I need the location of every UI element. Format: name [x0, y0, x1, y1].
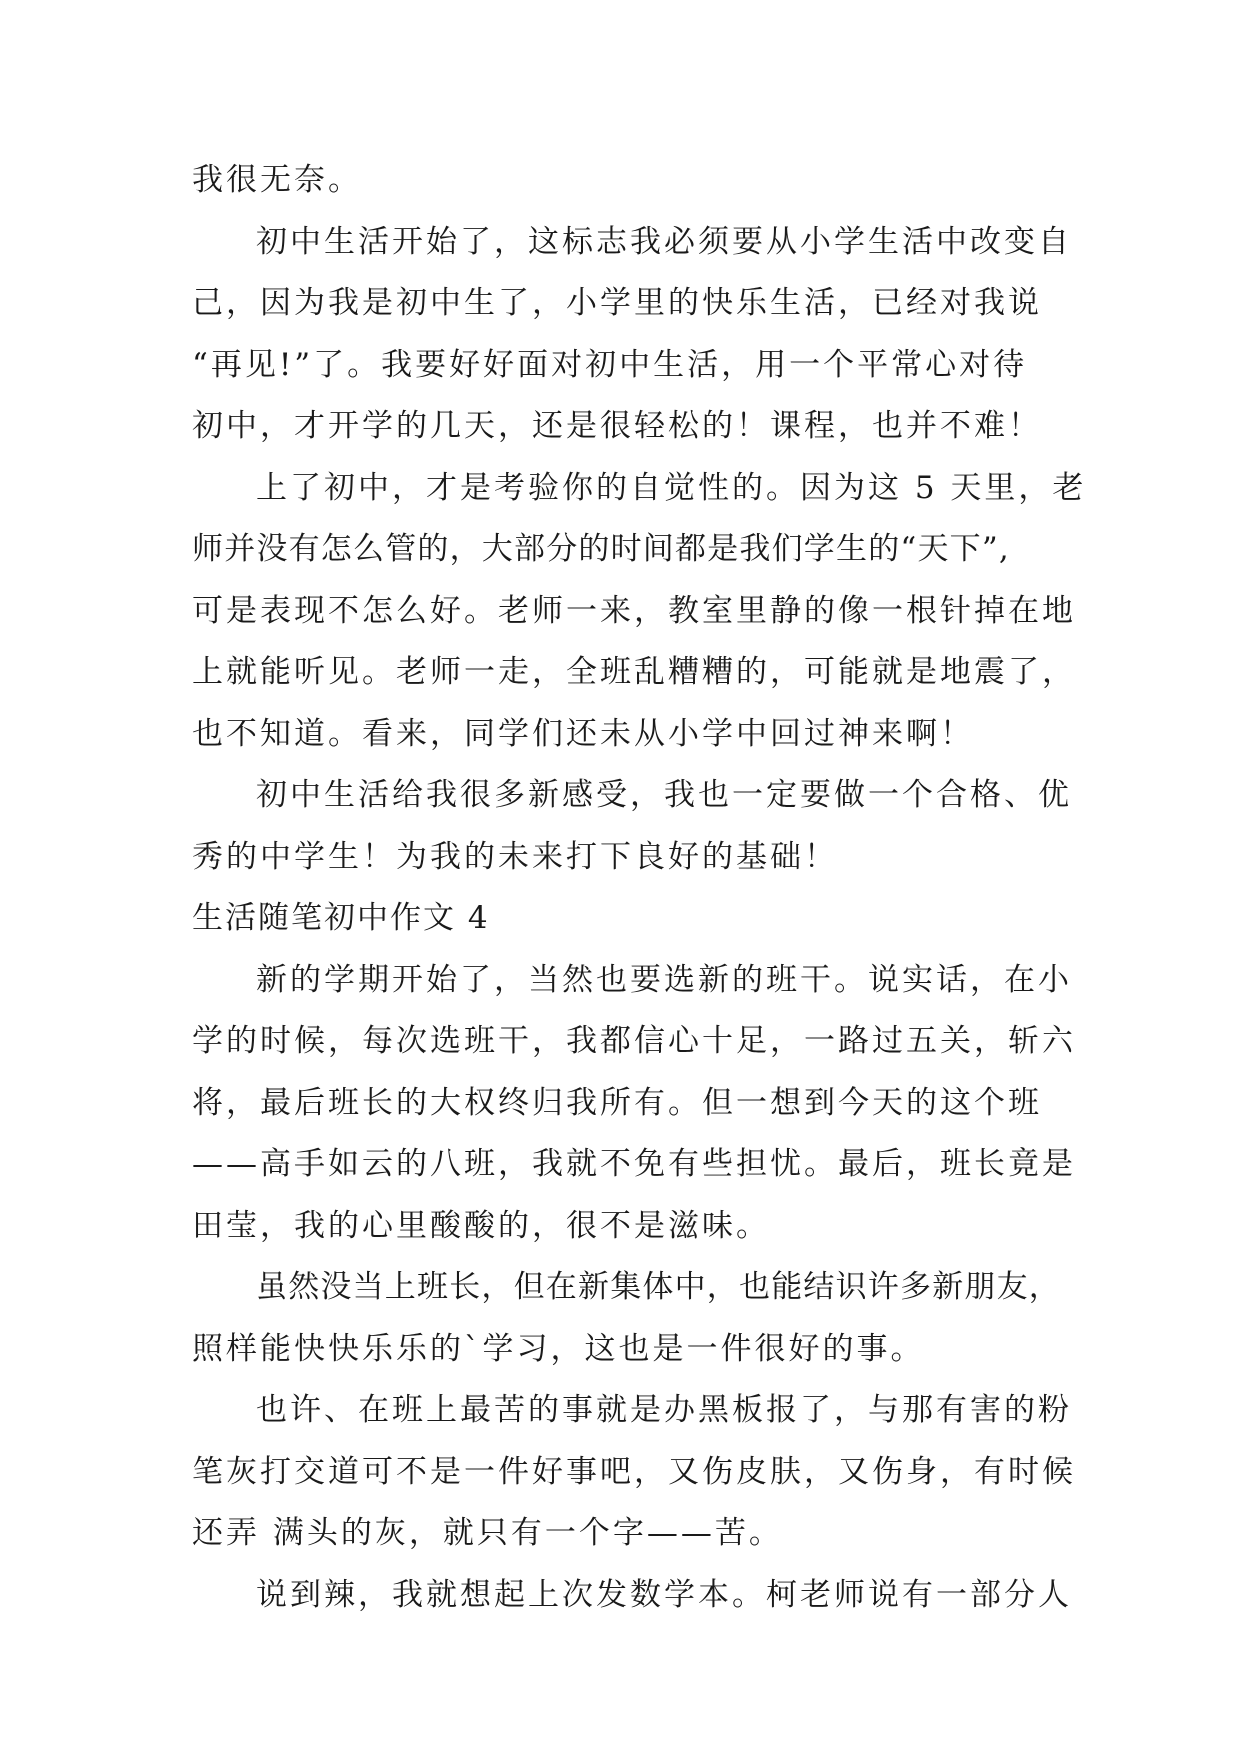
text-line: 笔灰打交道可不是一件好事吧，又伤皮肤，又伤身，有时候 [192, 1453, 1076, 1490]
section-heading: 生活随笔初中作文 4 [192, 900, 490, 936]
text-line: 还弄 满头的灰，就只有一个字——苦。 [192, 1515, 783, 1551]
text-line: ——高手如云的八班，我就不免有些担忧。最后，班长竟是 [192, 1146, 1076, 1182]
paragraph-start-line: 新的学期开始了，当然也要选新的班干。说实话，在小 [256, 961, 1072, 998]
text-line: “再见!”了。我要好好面对初中生活，用一个平常心对待 [192, 346, 1028, 383]
paragraph-start-line: 初中生活开始了，这标志我必须要从小学生活中改变自 [256, 223, 1072, 260]
paragraph-start-line: 上了初中，才是考验你的自觉性的。因为这 5 天里，老 [256, 469, 1087, 506]
text-line: 可是表现不怎么好。老师一来，教室里静的像一根针掉在地 [192, 592, 1076, 629]
text-line: 己，因为我是初中生了，小学里的快乐生活，已经对我说 [192, 285, 1042, 321]
text-line: 上就能听见。老师一走，全班乱糟糟的，可能就是地震了， [192, 654, 1076, 690]
paragraph-start-line: 初中生活给我很多新感受，我也一定要做一个合格、优 [256, 777, 1072, 813]
text-line: 将，最后班长的大权终归我所有。但一想到今天的这个班 [192, 1084, 1042, 1121]
text-line: 也不知道。看来，同学们还未从小学中回过神来啊！ [192, 715, 974, 752]
paragraph-start-line: 说到辣，我就想起上次发数学本。柯老师说有一部分人 [256, 1576, 1072, 1613]
text-line: 秀的中学生！为我的未来打下良好的基础！ [192, 838, 838, 875]
document-body [192, 150, 1087, 1626]
text-line: 师并没有怎么管的，大部分的时间都是我们学生的“天下”, [192, 531, 1010, 567]
text-line: 初中，才开学的几天，还是很轻松的！课程，也并不难！ [192, 408, 1042, 444]
text-line: 学的时候，每次选班干，我都信心十足，一路过五关，斩六 [192, 1023, 1076, 1059]
text-line: 我很无奈。 [192, 162, 362, 198]
text-line: 照样能快快乐乐的`学习，这也是一件很好的事。 [192, 1330, 925, 1367]
text-line: 田莹，我的心里酸酸的，很不是滋味。 [192, 1207, 770, 1244]
paragraph-start-line: 虽然没当上班长，但在新集体中，也能结识许多新朋友， [256, 1269, 1061, 1305]
paragraph-start-line: 也许、在班上最苦的事就是办黑板报了，与那有害的粉 [256, 1392, 1072, 1428]
